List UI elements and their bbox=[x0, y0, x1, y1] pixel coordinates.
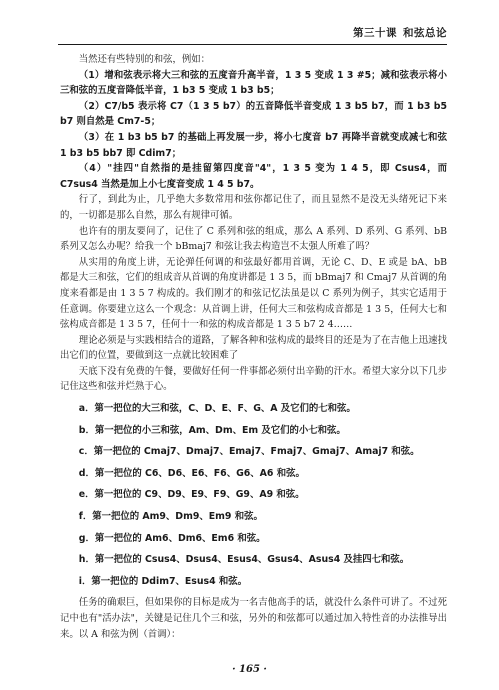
paragraph-sus4: （4）"挂四"自然指的是挂留第四度音"4"，1 3 5 变为 1 4 5，即 Csus4，而 C7sus4 当然是加上小七度音变成 1 4 5 b7。 bbox=[60, 163, 447, 190]
paragraph-c7b5: （2）C7/b5 表示将 C7（1 3 5 b7）的五音降低半音变成 1 3 b5 b7，而 1 b3 b5 b7 则自然是 Cm7-5； bbox=[60, 100, 447, 128]
paragraph-summary: 行了，到此为止，几乎绝大多数常用和弦你都记住了，而且显然不是没无头绪死记下来的，一切都是那么自然，那么有规律可循。 bbox=[60, 194, 447, 221]
running-header bbox=[58, 20, 447, 45]
paragraph-closing: 任务的确艰巨，但如果你的目标是成为一名吉他高手的话，就没什么条件可讲了。不过死记中也有"活办法"，关键是记住几个三和弦，另外的和弦都可以通过加入特性音的办法推导出来。以 A 和弦为例（首调）： bbox=[60, 597, 447, 640]
step-item-h: h．第一把位的 Csus4、Dsus4、Esus4、Gsus4、Asus4 及挂四七和弦。 bbox=[78, 554, 410, 566]
step-item-d: d．第一把位的 C6、D6、E6、F6、G6、A6 和弦。 bbox=[78, 467, 305, 479]
paragraph-aug-dim: （1）增和弦表示将大三和弦的五度音升高半音，1 3 5 变成 1 3 #5；减和弦表示将小三和弦的五度音降低半音，1 b3 5 变成 1 b3 b5； bbox=[60, 69, 447, 97]
chapter-title: 和弦总论 bbox=[403, 26, 447, 39]
step-item-g: g．第一把位的 Am6、Dm6、Em6 和弦。 bbox=[78, 532, 266, 544]
step-item-e: e．第一把位的 C9、D9、E9、F9、G9、A9 和弦。 bbox=[78, 489, 305, 501]
lesson-number: 第三十课 bbox=[353, 26, 397, 39]
paragraph-theory: 理论必须是与实践相结合的道路，了解各种和弦构成的最终目的还是为了在吉他上迅速找出它们的位置，要做到这一点就比较困难了 bbox=[60, 334, 447, 362]
step-item-a: a．第一把位的大三和弦，C、D、E、F、G、A 及它们的七和弦。 bbox=[78, 403, 356, 415]
step-item-b: b．第一把位的小三和弦，Am、Dm、Em 及它们的小七和弦。 bbox=[78, 424, 346, 436]
paragraph-dim7: （3）在 1 b3 b5 b7 的基础上再发展一步，将小七度音 b7 再降半音就变成减七和弦 1 b3 b5 bb7 即 Cdim7； bbox=[60, 131, 447, 159]
paragraph-practical: 从实用的角度上讲，无论弹任何调的和弦最好都用首调，无论 C、D、E 或是 bA、bB 都是大三和弦，它们的组成音从首调的角度讲都是 1 3 5，而 bBmaj7 和 Cmaj7 从首调的角度来看都是由 1 3 5 7 构成的。我们刚才的和弦记忆法虽是以 C 系列为例子，其实它适用于任意调。你要建立这么一个观念：从首调上讲，任何大三和弦构成音都是 1 3 5，任何大七和弦构成音都是 1 3 5 7，任何十一和弦的构成音都是 1 3 5 b7 2 4…… bbox=[60, 256, 447, 331]
step-item-f: f．第一把位的 Am9、Dm9、Em9 和弦。 bbox=[78, 511, 263, 523]
paragraph-intro: 当然还有些特别的和弦，例如： bbox=[78, 54, 211, 65]
page-body bbox=[60, 52, 447, 642]
paragraph-question: 也许有的朋友要问了，记住了 C 系列和弦的组成，那么 A 系列、D 系列、G 系列、bB 系列又怎么办呢？给我一个 bBmaj7 和弦让我去构造岂不太强人所难了吗？ bbox=[60, 225, 447, 253]
step-item-i: i．第一把位的 Ddim7、Esus4 和弦。 bbox=[78, 575, 248, 587]
step-item-c: c．第一把位的 Cmaj7、Dmaj7、Emaj7、Fmaj7、Gmaj7、Amaj7 和弦。 bbox=[78, 446, 420, 458]
page-number: · 165 · bbox=[232, 664, 267, 675]
paragraph-effort: 天底下没有免费的午餐，要做好任何一件事都必须付出辛勤的汗水。希望大家分以下几步记住这些和弦并烂熟于心。 bbox=[60, 365, 447, 393]
